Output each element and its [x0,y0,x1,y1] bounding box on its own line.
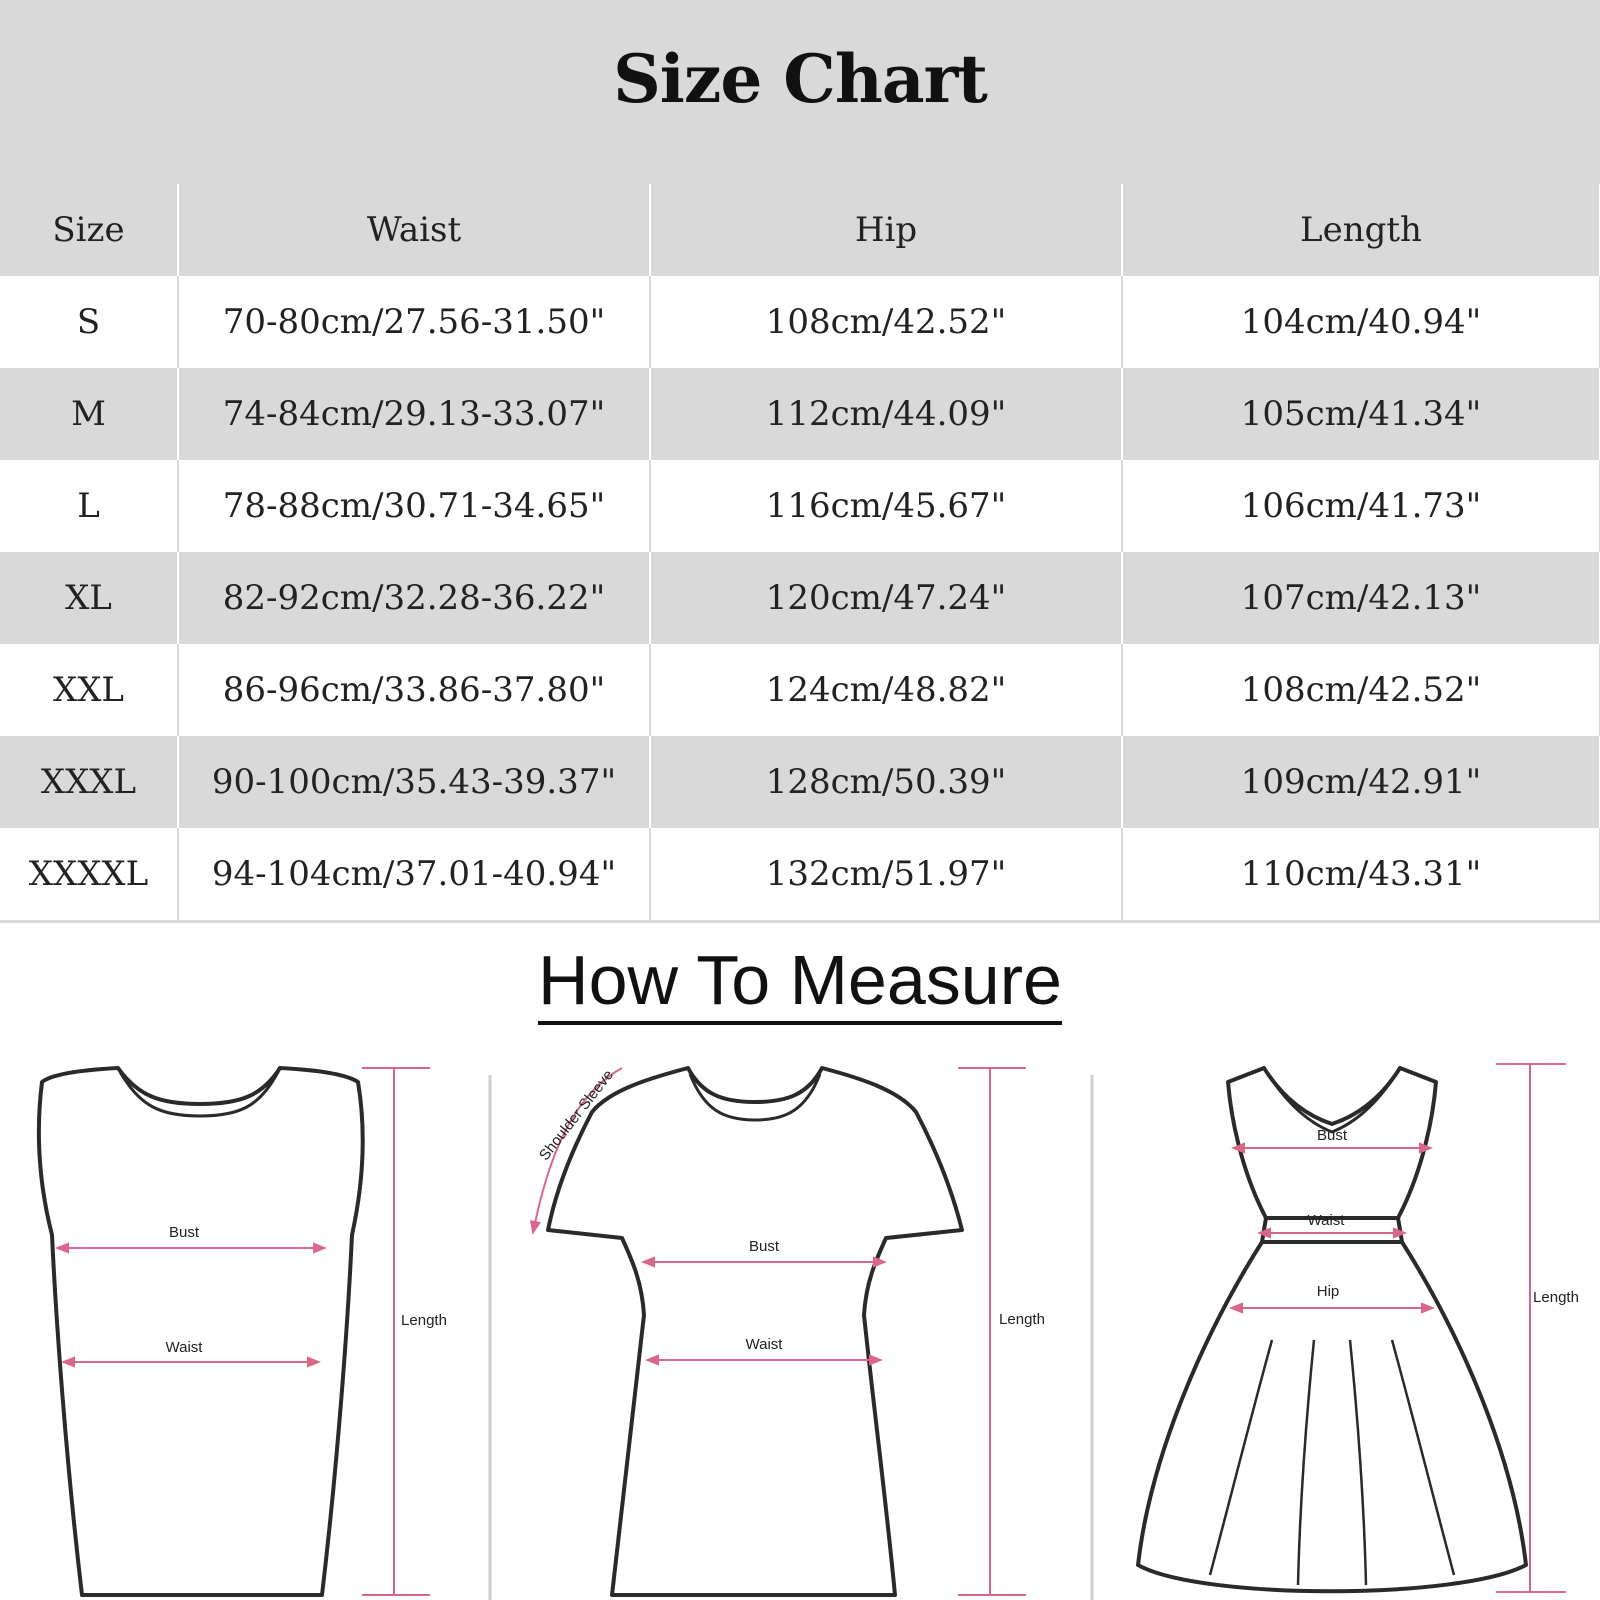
tshirt-bust-label: Bust [748,1238,780,1255]
dress-length-label: Length [1533,1289,1579,1306]
cell-size: L [0,460,178,552]
cell-length: 105cm/41.34" [1122,368,1600,460]
cell-waist: 94-104cm/37.01-40.94" [178,828,650,922]
size-chart-title: Size Chart [613,40,987,118]
header-waist: Waist [178,184,650,276]
cell-waist: 78-88cm/30.71-34.65" [178,460,650,552]
table-row [0,552,1600,644]
tshirt-outline [548,1068,962,1595]
cell-size: XXXXL [0,828,178,922]
header-hip: Hip [650,184,1122,276]
tank-waist-label: Waist [165,1339,203,1356]
dress-figure [1138,1068,1526,1591]
tank-length-label: Length [401,1312,447,1329]
how-to-measure-heading: How To Measure [538,941,1062,1025]
cell-hip: 128cm/50.39" [650,736,1122,828]
cell-hip: 124cm/48.82" [650,644,1122,736]
tank-bust-label: Bust [168,1224,200,1241]
table-row [0,644,1600,736]
tank-top-figure [39,1068,363,1595]
cell-waist: 74-84cm/29.13-33.07" [178,368,650,460]
cell-size: XL [0,552,178,644]
table-row [0,828,1600,922]
cell-waist: 82-92cm/32.28-36.22" [178,552,650,644]
cell-hip: 112cm/44.09" [650,368,1122,460]
cell-hip: 116cm/45.67" [650,460,1122,552]
cell-waist: 86-96cm/33.86-37.80" [178,644,650,736]
cell-length: 106cm/41.73" [1122,460,1600,552]
dress-waist-label: Waist [1307,1212,1345,1229]
tshirt-shoulder-sleeve-label: Shoulder Sleeve [535,1066,618,1164]
cell-size: XXL [0,644,178,736]
measure-figures [0,1020,1600,1600]
table-row [0,736,1600,828]
tank-top-outline [39,1068,363,1595]
cell-hip: 120cm/47.24" [650,552,1122,644]
cell-waist: 90-100cm/35.43-39.37" [178,736,650,828]
table-row [0,368,1600,460]
cell-size: M [0,368,178,460]
dress-bust-label: Bust [1316,1127,1348,1144]
cell-length: 108cm/42.52" [1122,644,1600,736]
cell-length: 109cm/42.91" [1122,736,1600,828]
cell-size: XXXL [0,736,178,828]
cell-length: 110cm/43.31" [1122,828,1600,922]
cell-length: 104cm/40.94" [1122,276,1600,368]
table-row [0,276,1600,368]
how-to-measure-title [0,940,1600,1020]
cell-size: S [0,276,178,368]
tshirt-figure [548,1068,962,1595]
cell-length: 107cm/42.13" [1122,552,1600,644]
tshirt-waist-label: Waist [745,1336,783,1353]
table-header-row [0,184,1600,276]
header-size: Size [0,184,178,276]
header-length: Length [1122,184,1600,276]
cell-waist: 70-80cm/27.56-31.50" [178,276,650,368]
size-table [0,184,1600,923]
table-row [0,460,1600,552]
dress-hip-label: Hip [1316,1283,1340,1300]
tshirt-length-label: Length [999,1311,1045,1328]
cell-hip: 132cm/51.97" [650,828,1122,922]
cell-hip: 108cm/42.52" [650,276,1122,368]
